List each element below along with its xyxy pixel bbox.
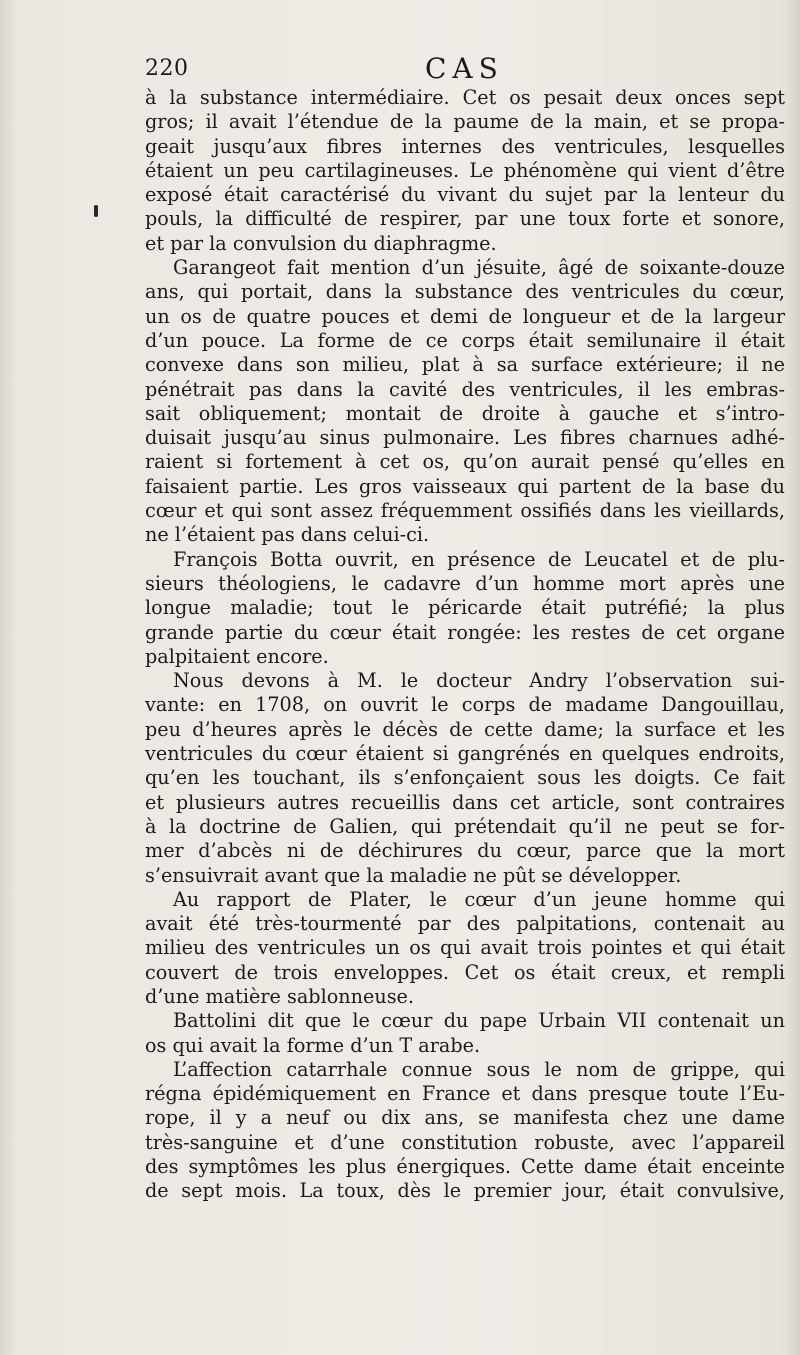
text-line: cœur et qui sont assez fréquemment ossifiés dans les vieillards, bbox=[145, 499, 785, 523]
text-line: à la doctrine de Galien, qui prétendait qu’il ne peut se for- bbox=[145, 814, 785, 838]
text-line: rope, il y a neuf ou dix ans, se manifesta chez une dame bbox=[145, 1106, 785, 1130]
text-line: raient si fortement à cet os, qu’on aurait pensé qu’elles en bbox=[145, 450, 785, 474]
text-line: peu d’heures après le décès de cette dame; la surface et les bbox=[145, 717, 785, 741]
text-line: faisaient partie. Les gros vaisseaux qui partent de la base du bbox=[145, 474, 785, 498]
page-header bbox=[145, 52, 785, 86]
text-line: pénétrait pas dans la cavité des ventricules, il les embras- bbox=[145, 377, 785, 401]
text-line: exposé était caractérisé du vivant du sujet par la lenteur du bbox=[145, 183, 785, 207]
text-line: s’ensuivrait avant que la maladie ne pût se développer. bbox=[145, 863, 682, 887]
text-line: et par la convulsion du diaphragme. bbox=[145, 231, 497, 255]
page-edge-shadow bbox=[786, 0, 800, 1355]
text-line: François Botta ouvrit, en présence de Leucatel et de plu- bbox=[173, 547, 785, 571]
text-line: L’affection catarrhale connue sous le nom de grippe, qui bbox=[173, 1057, 785, 1081]
text-line: grande partie du cœur était rongée: les restes de cet organe bbox=[145, 620, 785, 644]
text-line: régna épidémiquement en France et dans presque toute l’Eu- bbox=[145, 1082, 785, 1106]
text-line: Garangeot fait mention d’un jésuite, âgé de soixante-douze bbox=[173, 256, 785, 280]
text-line: Nous devons à M. le docteur Andry l’observation sui- bbox=[173, 669, 785, 693]
text-line: des symptômes les plus énergiques. Cette dame était enceinte bbox=[145, 1155, 785, 1179]
text-line: convexe dans son milieu, plat à sa surface extérieure; il ne bbox=[145, 353, 785, 377]
text-line: d’une matière sablonneuse. bbox=[145, 984, 414, 1008]
text-line: de sept mois. La toux, dès le premier jour, était convulsive, bbox=[145, 1179, 785, 1203]
text-line: palpitaient encore. bbox=[145, 644, 329, 668]
text-line: geait jusqu’aux fibres internes des ventricules, lesquelles bbox=[145, 134, 785, 158]
text-line: os qui avait la forme d’un T arabe. bbox=[145, 1033, 481, 1057]
text-line: ans, qui portait, dans la substance des ventricules du cœur, bbox=[145, 280, 785, 304]
body-text bbox=[145, 86, 785, 1204]
text-line: gros; il avait l’étendue de la paume de la main, et se propa- bbox=[145, 110, 785, 134]
text-line: à la substance intermédiaire. Cet os pesait deux onces sept bbox=[145, 86, 785, 109]
text-line: mer d’abcès ni de déchirures du cœur, parce que la mort bbox=[145, 839, 785, 863]
text-line: Battolini dit que le cœur du pape Urbain VII contenait un bbox=[173, 1009, 785, 1033]
text-line: d’un pouce. La forme de ce corps était semilunaire il était bbox=[145, 328, 785, 352]
text-line: couvert de trois enveloppes. Cet os était creux, et rempli bbox=[145, 960, 785, 984]
text-line: ventricules du cœur étaient si gangrénés en quelques endroits, bbox=[145, 742, 785, 766]
text-line: qu’en les touchant, ils s’enfonçaient sous les doigts. Ce fait bbox=[145, 766, 785, 790]
text-line: un os de quatre pouces et demi de longueur et de la largeur bbox=[145, 304, 785, 328]
text-line: ne l’étaient pas dans celui-ci. bbox=[145, 523, 430, 547]
running-head: CAS bbox=[425, 52, 504, 85]
text-line: longue maladie; tout le péricarde était putréfié; la plus bbox=[145, 596, 785, 620]
text-line: duisait jusqu’au sinus pulmonaire. Les fibres charnues adhé- bbox=[145, 426, 785, 450]
text-line: sait obliquement; montait de droite à gauche et s’intro- bbox=[145, 401, 785, 425]
text-line: Au rapport de Plater, le cœur d’un jeune homme qui bbox=[173, 887, 785, 911]
text-line: et plusieurs autres recueillis dans cet article, sont contraires bbox=[145, 790, 785, 814]
text-line: vante: en 1708, on ouvrit le corps de madame Dangouillau, bbox=[145, 693, 785, 717]
text-line: sieurs théologiens, le cadavre d’un homme mort après une bbox=[145, 571, 785, 595]
text-line: très-sanguine et d’une constitution robuste, avec l’appareil bbox=[145, 1130, 785, 1154]
text-line: avait été très-tourmenté par des palpitations, contenait au bbox=[145, 912, 785, 936]
margin-ink-mark bbox=[94, 205, 98, 217]
page-number: 220 bbox=[145, 56, 189, 81]
text-line: milieu des ventricules un os qui avait trois pointes et qui était bbox=[145, 936, 785, 960]
text-line: pouls, la difficulté de respirer, par une toux forte et sonore, bbox=[145, 207, 785, 231]
text-line: étaient un peu cartilagineuses. Le phénomène qui vient d’être bbox=[145, 158, 785, 182]
